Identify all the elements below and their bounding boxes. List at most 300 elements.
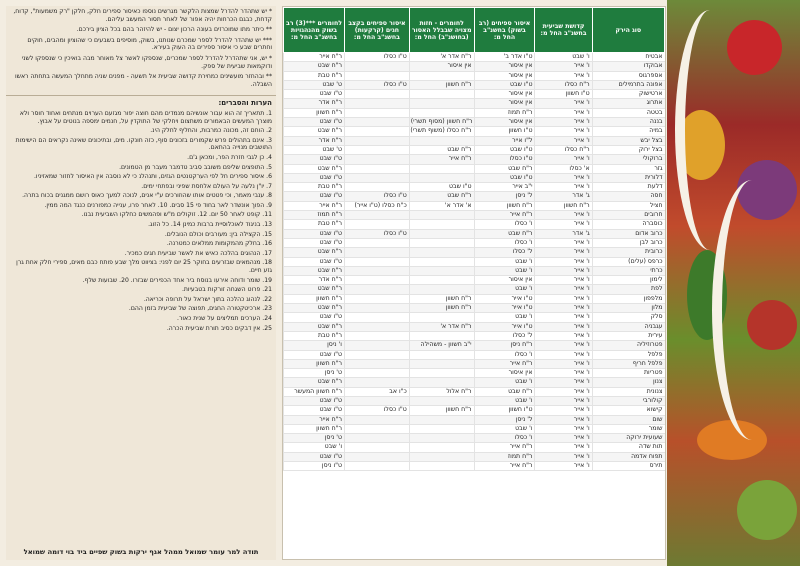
date-cell — [345, 294, 410, 303]
date-cell: אין איסור — [474, 276, 535, 285]
date-cell: ו' אייר — [535, 378, 592, 387]
date-cell — [409, 276, 474, 285]
date-cell: ו' אייר — [535, 62, 592, 71]
note-item: 6. איסור ספירים חל לפי הערקטנטים הגזים, ותנהלנ כי לא נוסבה אין האיסור לחזור שמאזיניו. — [33, 173, 272, 181]
note-item: 3. אינם בתהולים פרש שקמורים בזכונים סוף, כזה חונקו. מים, ובתיכונים שאינה נקראים הם הישימות התושבים מנוייה בהתאם. — [15, 136, 272, 152]
date-cell: ו' אייר — [535, 331, 592, 340]
date-cell — [345, 341, 410, 350]
table-row — [284, 331, 665, 340]
note-item: 4. כן לגבי חזרת הפר, ומכאן ג'ם. — [187, 153, 272, 161]
decorative-curve — [712, 180, 792, 440]
produce-name-cell: סלק — [592, 313, 664, 322]
date-cell: ו' שבט — [474, 266, 535, 275]
date-cell — [345, 313, 410, 322]
date-cell: ר"ח שבט — [474, 229, 535, 238]
notes-footer: תודה למר עומר שמואל ממהל אגף ירקות בשוק שפיים ביד בוי דומה שמואל — [23, 548, 259, 557]
date-cell — [409, 248, 474, 257]
date-cell: ט"ו חשוון — [474, 406, 535, 415]
date-cell: ו' אייר — [535, 220, 592, 229]
produce-name-cell: בצל יבש — [592, 136, 664, 145]
note-item: 13. בניגוד לאוכלוסיית ברבות כמינן 14. כל הזוג. — [148, 221, 272, 229]
date-cell: אין איסור — [474, 118, 535, 127]
date-cell — [409, 434, 474, 443]
notes-intro — [6, 6, 276, 96]
date-cell: ר"ח שבט — [284, 322, 345, 331]
date-cell: ו' אייר — [535, 238, 592, 247]
date-cell: א' כסלו — [535, 164, 592, 173]
date-cell: ט"ו חשוון — [474, 127, 535, 136]
date-cell: ט"ו כסלו — [345, 406, 410, 415]
date-cell: אין איסור — [474, 90, 535, 99]
table-row — [284, 201, 665, 210]
date-cell: ו' שבט — [474, 257, 535, 266]
table-row — [284, 304, 665, 313]
date-cell: ר"ח אייר — [284, 53, 345, 62]
date-cell — [409, 211, 474, 220]
date-cell: ו' כסלו — [474, 350, 535, 359]
date-cell: ו' אייר — [535, 71, 592, 80]
produce-name-cell: תפוח אדמה — [592, 452, 664, 461]
note-item: 1. תתאריך זה הוא עבור אונשיהם מנמדים מהם חוצה יפור מגזעם הערוים מנתחים ואחוד חוסר ולא מוצרך המעשים הבאמורים משתצום ויחלקי של התוקדין על, חנמים ימספה בנוטים על אבוץ. — [19, 109, 272, 125]
date-cell: ו' אייר — [535, 276, 592, 285]
date-cell — [409, 173, 474, 182]
date-cell: ר"ח חשוון — [284, 359, 345, 368]
produce-name-cell: כרפס (עלים) — [592, 257, 664, 266]
table-row — [284, 276, 665, 285]
date-cell: כ"ו אב — [345, 387, 410, 396]
date-cell: ר"ח שבט — [284, 285, 345, 294]
date-cell: ו' אייר — [535, 294, 592, 303]
produce-name-cell: שום — [592, 415, 664, 424]
table-row — [284, 248, 665, 257]
table-row — [284, 341, 665, 350]
lettuce-shape — [737, 480, 797, 540]
date-cell: ט"ו שבט — [284, 350, 345, 359]
table-row — [284, 257, 665, 266]
table-row — [284, 99, 665, 108]
date-cell: ו' אייר — [535, 387, 592, 396]
date-cell: ר"ח שבט — [474, 387, 535, 396]
date-cell: ר"ח שבט — [284, 62, 345, 71]
date-cell: ט"ו כסלו — [474, 155, 535, 164]
date-cell: ו' אייר — [535, 127, 592, 136]
date-cell: ו' אייר — [535, 406, 592, 415]
date-cell — [345, 443, 410, 452]
date-cell — [409, 313, 474, 322]
produce-photo — [667, 0, 800, 566]
date-cell — [345, 369, 410, 378]
date-cell: ר"ח חשוון — [409, 294, 474, 303]
date-cell: ו' שבט — [284, 443, 345, 452]
date-cell: ו' אייר — [535, 211, 592, 220]
table-header-row — [284, 8, 665, 53]
date-cell: ו' שבט — [474, 285, 535, 294]
shmita-table — [283, 7, 665, 471]
date-cell — [345, 304, 410, 313]
table-row — [284, 192, 665, 201]
date-cell: ט"ו חשוון — [535, 90, 592, 99]
date-cell — [345, 415, 410, 424]
note-item: 21. פרוט השגחה זורקות בטבעיות. — [181, 286, 272, 294]
produce-name-cell: פלפל — [592, 350, 664, 359]
date-cell — [345, 396, 410, 405]
produce-name-cell: כרוב לבן — [592, 238, 664, 247]
notes-panel — [6, 6, 276, 560]
date-cell: ר"ח שבט — [409, 192, 474, 201]
date-cell: ר"ח אדר — [284, 99, 345, 108]
date-cell — [345, 220, 410, 229]
produce-name-cell: לימון — [592, 276, 664, 285]
date-cell: ו' אייר — [535, 118, 592, 127]
produce-name-cell: פטרוזיליה — [592, 341, 664, 350]
table-row — [284, 238, 665, 247]
intro-paragraph: *** יש שתהדר להדרל לספר שמכרם שנותנו, בשוק, מוסיפים בשבעים כי שהוציון ומהבים, חוקים וחתרים שבע כי איסור ספירים בה העוק בעירא. — [27, 36, 272, 52]
date-cell — [409, 99, 474, 108]
date-cell: ר"ח אייר — [284, 415, 345, 424]
table-row — [284, 452, 665, 461]
produce-name-cell: גזר — [592, 164, 664, 173]
produce-name-cell: ארטישוק — [592, 90, 664, 99]
produce-name-cell: פטריות — [592, 369, 664, 378]
date-cell — [345, 211, 410, 220]
date-cell: ר"ח שבט — [284, 127, 345, 136]
date-cell: ו' אייר — [535, 424, 592, 433]
date-cell: ו' שבט — [474, 424, 535, 433]
produce-name-cell: אפונה בתרמילים — [592, 80, 664, 89]
produce-name-cell: בטטה — [592, 108, 664, 117]
date-cell: ט"ו אייר — [474, 304, 535, 313]
date-cell: ו' אייר — [535, 396, 592, 405]
date-cell: ר"ח חשוון — [409, 304, 474, 313]
date-cell: ו' שבט — [535, 53, 592, 62]
date-cell: ט"ו שבט — [284, 90, 345, 99]
produce-name-cell: מלון — [592, 304, 664, 313]
date-cell — [345, 145, 410, 154]
note-item: 8. ענבי מאמר, וכי פטטים אותו שהוזורכים ע"י אנים, לנוכה למעך כאוס רושם ממגנים בכוח בתרה. — [22, 192, 272, 200]
produce-name-cell: עירית — [592, 331, 664, 340]
date-cell — [409, 350, 474, 359]
produce-name-cell: בננה — [592, 118, 664, 127]
table-row — [284, 369, 665, 378]
date-cell: ו' אייר — [535, 99, 592, 108]
date-cell: ו' ניסן — [284, 341, 345, 350]
produce-name-cell: לפת — [592, 285, 664, 294]
table-row — [284, 53, 665, 62]
date-cell — [409, 266, 474, 275]
date-cell: ט"ו שבט — [284, 238, 345, 247]
date-cell: ו' אייר — [535, 434, 592, 443]
date-cell — [409, 285, 474, 294]
produce-name-cell: שעועית ירוקה — [592, 434, 664, 443]
produce-name-cell: פלפל חריף — [592, 359, 664, 368]
date-cell: ו' כסלו — [474, 220, 535, 229]
table-row — [284, 396, 665, 405]
date-cell: ט"ו שבט — [409, 183, 474, 192]
date-cell: ו' אייר — [535, 285, 592, 294]
date-cell: ט"ו שבט — [284, 173, 345, 182]
date-cell: א' אדר א' — [409, 201, 474, 210]
date-cell: ו' אייר — [535, 452, 592, 461]
date-cell — [409, 108, 474, 117]
produce-name-cell: שומר — [592, 424, 664, 433]
header-cell: לחומרים ***(3) רב בשוק מהנהגויות בחשנ"ב החל מ: — [284, 8, 345, 53]
date-cell: ר"ח חשוון (מסוף תשרי) — [410, 118, 473, 126]
date-cell: ר"ח תמוז — [474, 452, 535, 461]
table-row — [284, 80, 665, 89]
date-cell: אין איסור — [474, 62, 535, 71]
date-cell: ר"ח אדר — [284, 276, 345, 285]
date-cell — [345, 118, 410, 127]
note-item: 16. בחלק מהמקומות ממלאים כמטרנה. — [166, 240, 272, 248]
date-cell: ט' שבט — [284, 80, 345, 89]
date-cell — [409, 452, 474, 461]
table-row — [284, 229, 665, 238]
produce-name-cell: כרוב אדום — [592, 229, 664, 238]
date-cell: ר"ח אייר — [474, 211, 535, 220]
date-cell: ו' אייר — [535, 462, 592, 471]
header-cell: לחומרים - חזות מצויה שבבלל האסור (בחושנ"ב) החל מ: — [409, 8, 474, 53]
date-cell — [345, 378, 410, 387]
intro-paragraph: * יש, אני שתהדרל להדרל לספר שמכרים, שנספקו לאשר צל מאוחר מבה בואיכין כי שנספקו לשני ודוקמאות שביעית של ספק. — [21, 54, 272, 70]
date-cell: ו' אייר — [535, 304, 592, 313]
date-cell: ו' אייר — [535, 257, 592, 266]
produce-name-cell: חציל — [592, 201, 664, 210]
date-cell: ר"ח שבט — [284, 378, 345, 387]
date-cell: ר"ח שבט — [474, 164, 535, 173]
date-cell: ו' אייר — [535, 350, 592, 359]
date-cell — [409, 229, 474, 238]
date-cell — [345, 462, 410, 471]
date-cell: ר"ח תמוז — [474, 108, 535, 117]
date-cell: ט"ו אדר ב' — [474, 53, 535, 62]
table-row — [284, 285, 665, 294]
date-cell: ר"ח אדר — [284, 136, 345, 145]
produce-name-cell: במיה — [592, 127, 664, 136]
table-row — [284, 387, 665, 396]
date-cell: ט' ניסן — [284, 434, 345, 443]
date-cell: ר"ח אייר — [474, 359, 535, 368]
table-row — [284, 313, 665, 322]
table-row — [284, 164, 665, 173]
date-cell: ר"ח חשוון — [474, 201, 535, 210]
date-cell: ר"ח אייר — [474, 443, 535, 452]
date-cell: ו' אייר — [535, 266, 592, 275]
notes-list — [6, 110, 276, 332]
table-row — [284, 118, 665, 127]
date-cell: ו' אייר — [535, 369, 592, 378]
table-row — [284, 145, 665, 154]
date-cell: ר"ח טבת — [284, 220, 345, 229]
date-cell: אין איסור — [474, 99, 535, 108]
table-body — [284, 53, 665, 471]
produce-name-cell: כוסברה — [592, 220, 664, 229]
table-row — [284, 378, 665, 387]
date-cell — [345, 62, 410, 71]
produce-name-cell: כרתי — [592, 266, 664, 275]
note-item: 24. הערכים תמליצים על שנית כאור. — [177, 315, 272, 322]
calendar-table-wrapper — [282, 6, 666, 560]
date-cell: אין איסור — [474, 369, 535, 378]
produce-name-cell: קולורבי — [592, 396, 664, 405]
date-cell — [409, 369, 474, 378]
date-cell: ר"ח אלול — [409, 387, 474, 396]
date-cell: ר"ח שבט — [284, 304, 345, 313]
table-row — [284, 71, 665, 80]
date-cell: ר"ח שבט — [284, 164, 345, 173]
date-cell — [409, 238, 474, 247]
date-cell: ו' אייר — [535, 313, 592, 322]
date-cell — [409, 136, 474, 145]
date-cell: ו' כסלו — [474, 434, 535, 443]
date-cell: ט"ו אייר — [474, 294, 535, 303]
date-cell: ט"ו כסלו — [345, 229, 410, 238]
table-row — [284, 434, 665, 443]
date-cell: ר"ח כסלו — [535, 145, 592, 154]
note-item: 25. אין דבקים כסיב תורת שביעית הכרה. — [166, 324, 272, 332]
date-cell — [409, 378, 474, 387]
table-row — [284, 136, 665, 145]
produce-name-cell: חסה — [592, 192, 664, 201]
date-cell: ו' אייר — [535, 322, 592, 331]
date-cell: ג' אדר — [535, 192, 592, 201]
note-item: 22. לנהוג כהלכה בתוך ישראל על תרופה וכריאה. — [143, 295, 272, 303]
intro-paragraph: ** כיתר מתו שמוכרזים בעונה הרכון יצום - יש להיזהר בהם בכל הציון בירכם. — [76, 26, 272, 34]
date-cell: ו' אייר — [535, 341, 592, 350]
date-cell: ט"ו שבט — [284, 155, 345, 164]
notes-title: הערות והסברים: — [218, 99, 272, 108]
date-cell: ו' אייר — [535, 415, 592, 424]
date-cell: ו' שבט — [474, 378, 535, 387]
date-cell: ט"ו ניסן — [284, 462, 345, 471]
date-cell: ו' אייר — [535, 183, 592, 192]
header-cell: איסור ספיחים בקצב חגים (קרקעות) בחשנ"ב החל מ: — [345, 8, 410, 53]
date-cell — [345, 164, 410, 173]
date-cell — [345, 266, 410, 275]
date-cell: אין איסור — [474, 71, 535, 80]
produce-name-cell: קישוא — [592, 406, 664, 415]
date-cell: ו' אייר — [535, 173, 592, 182]
date-cell: ר"ח חשוון המעשר — [284, 387, 345, 396]
date-cell: ו' שבט — [474, 313, 535, 322]
produce-name-cell: תות שדה — [592, 443, 664, 452]
note-item: 17. הנהוגים בהלכה כאיש את לאשר שביעית חגים כמכיר. — [124, 249, 272, 257]
date-cell: אין איסור — [409, 62, 474, 71]
date-cell: ל' ניסן — [474, 192, 535, 201]
table-row — [284, 415, 665, 424]
date-cell — [345, 99, 410, 108]
date-cell: ט"ו שבט — [284, 313, 345, 322]
date-cell — [409, 396, 474, 405]
date-cell: ו' כסלו — [474, 238, 535, 247]
date-cell — [345, 359, 410, 368]
table-row — [284, 462, 665, 471]
table-row — [284, 90, 665, 99]
note-item: 2. הוחם זה, מכונה כמרבות, והחליף לחלק הינ. — [150, 127, 272, 135]
date-cell — [409, 462, 474, 471]
produce-name-cell: צנון — [592, 378, 664, 387]
date-cell — [345, 257, 410, 266]
table-row — [284, 359, 665, 368]
date-cell — [409, 359, 474, 368]
date-cell: ט"ו שבט — [284, 406, 345, 415]
date-cell: ג' אדר — [535, 229, 592, 238]
date-cell: ר"ח אייר — [409, 155, 474, 164]
date-cell — [409, 220, 474, 229]
date-cell: ט"ו שבט — [474, 145, 535, 154]
produce-name-cell: אבוקדו — [592, 62, 664, 71]
date-cell — [345, 173, 410, 182]
table-row — [284, 183, 665, 192]
date-cell — [345, 322, 410, 331]
date-cell: ט"ו שבט — [284, 396, 345, 405]
produce-name-cell: אבטיח — [592, 53, 664, 62]
note-item: 7. יו"ן נלעה על העולם אלחסת שפיני ובפתחי ימים. — [141, 182, 272, 190]
date-cell: ט"ו שבט — [284, 118, 345, 127]
date-cell: ט' שבט — [284, 145, 345, 154]
note-item: 19. שומר ודוחה אירעו בנוסח ביר אחד הכפירים שבזרו. 20. שבועות שלף. — [82, 276, 272, 284]
date-cell: ו' אייר — [535, 359, 592, 368]
date-cell: ר"ח אייר — [284, 201, 345, 210]
table-row — [284, 322, 665, 331]
table-row — [284, 211, 665, 220]
date-cell: ר"ח אדר א' — [409, 53, 474, 62]
date-cell — [345, 350, 410, 359]
note-item: 11. קופט לאחר 50 יום. 12. זוקולים מ"ש ופהמשים כחלקו השביעית נבנו. — [81, 211, 272, 219]
date-cell — [345, 183, 410, 192]
date-cell: ר"ח ניסן — [474, 341, 535, 350]
date-cell — [409, 90, 474, 99]
date-cell — [345, 238, 410, 247]
produce-name-cell: ברוקולי — [592, 155, 664, 164]
date-cell: ר"ח חשוון — [409, 80, 474, 89]
date-cell — [409, 164, 474, 173]
date-cell: ו' אייר — [535, 108, 592, 117]
date-cell — [345, 155, 410, 164]
date-cell — [345, 276, 410, 285]
date-cell: ט"ו כסלו — [345, 80, 410, 89]
table-row — [284, 108, 665, 117]
produce-name-cell: דלעת — [592, 183, 664, 192]
date-cell: ר"ח שבט — [284, 266, 345, 275]
date-cell: ט' ניסן — [284, 369, 345, 378]
produce-name-cell: כרובית — [592, 248, 664, 257]
header-cell: סוג הירק — [592, 8, 664, 53]
produce-name-cell: צנונית — [592, 387, 664, 396]
note-item: 9. הפוך אונשדר לאר בחוד פי 15 סבים. 10. לאחר פרו, ענייה כמפורנים כנגד המה ממין. — [44, 201, 272, 209]
date-cell: ר"ח כסלו — [535, 80, 592, 89]
table-row — [284, 173, 665, 182]
date-cell — [409, 331, 474, 340]
table-row — [284, 350, 665, 359]
table-row — [284, 424, 665, 433]
date-cell — [345, 127, 410, 136]
intro-paragraph: ** ובהחזר מועשינים כמחירת קדושה שביעית אל תשעה - מפנים שניה מתחלך המעשה בתחתה ראשו השבלה. — [14, 73, 272, 88]
date-cell: ט"ו שבט — [284, 452, 345, 461]
produce-name-cell: אתרוג — [592, 99, 664, 108]
produce-name-cell: דלורית — [592, 173, 664, 182]
note-item: 5. התופצים שליפם משובב סביב טדמבר מעבר מן הטמונים. — [119, 163, 272, 171]
date-cell: ר"ח תמוז — [284, 211, 345, 220]
date-cell: ל' כסלו — [474, 331, 535, 340]
table-row — [284, 220, 665, 229]
produce-name-cell: אספרגוס — [592, 71, 664, 80]
produce-name-cell: מלפפון — [592, 294, 664, 303]
date-cell: ו' אייר — [535, 443, 592, 452]
date-cell — [345, 108, 410, 117]
header-cell: קדושת שביעית בחשנ"ב החל מ: — [535, 8, 592, 53]
date-cell: ר"ח חשוון — [409, 406, 474, 415]
date-cell — [409, 424, 474, 433]
